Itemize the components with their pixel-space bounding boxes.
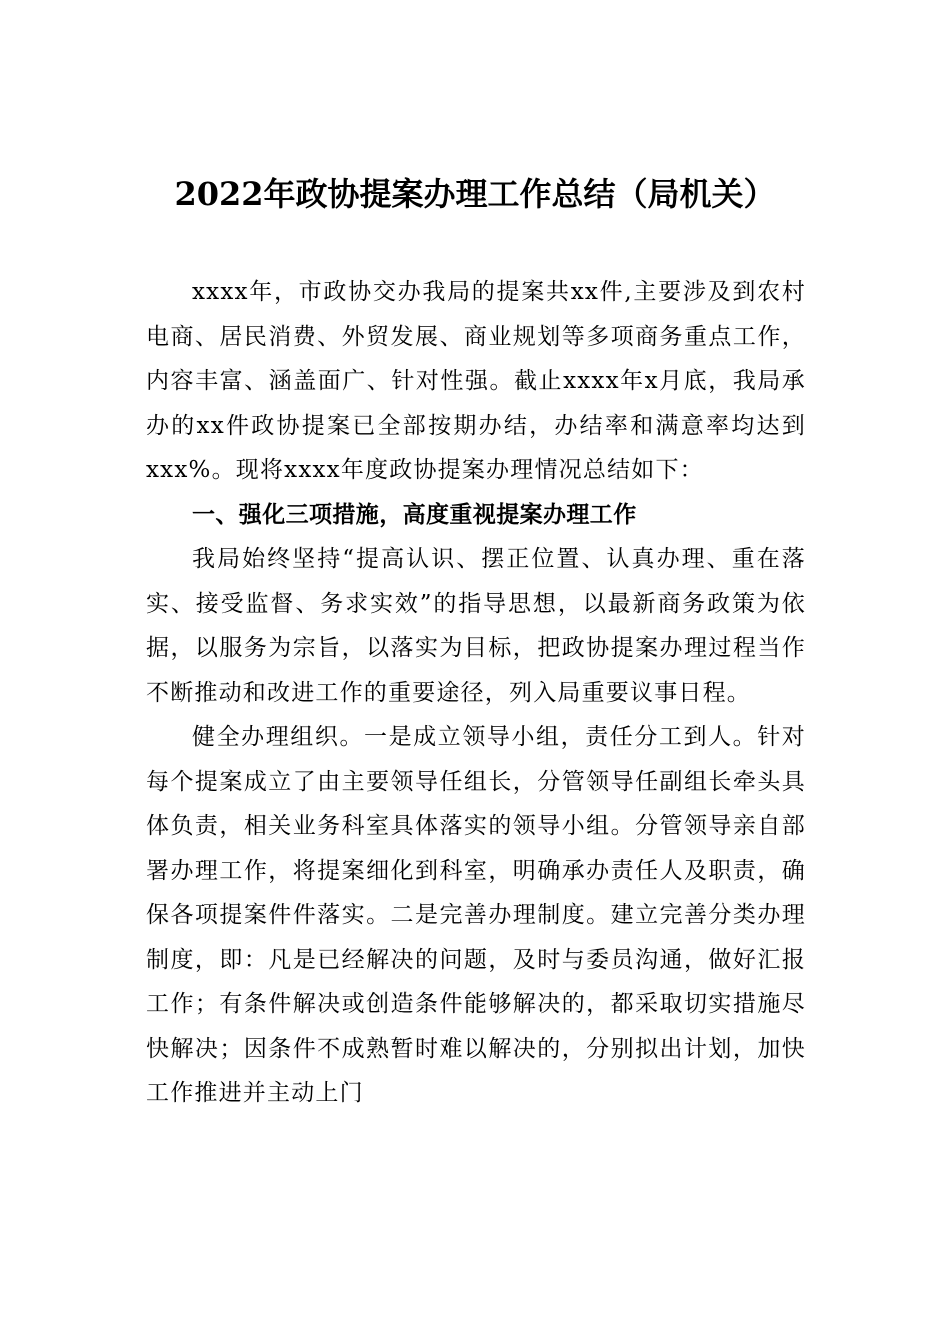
- document-body: [146, 270, 806, 1116]
- section-heading: 一、强化三项措施，高度重视提案办理工作: [192, 501, 637, 528]
- intro-paragraph: xxxx年，市政协交办我局的提案共xx件,主要涉及到农村电商、居民消费、外贸发展、商业规划等多项商务重点工作，内容丰富、涵盖面广、针对性强。截止xxxx年x月底，我局承办的xx件政协提案已全部按期办结，办结率和满意率均达到xxx%。现将xxxx年度政协提案办理情况总结如下：: [146, 279, 806, 483]
- body-paragraph: 我局始终坚持“提高认识、摆正位置、认真办理、重在落实、接受监督、务求实效”的指导思想，以最新商务政策为依据，以服务为宗旨，以落实为目标，把政协提案办理过程当作不断推动和改进工作的重要途径，列入局重要议事日程。: [146, 546, 806, 706]
- body-paragraph: 健全办理组织。一是成立领导小组，责任分工到人。针对每个提案成立了由主要领导任组长，分管领导任副组长牵头具体负责，相关业务科室具体落实的领导小组。分管领导亲自部署办理工作，将提案细化到科室，明确承办责任人及职责，确保各项提案件件落实。二是完善办理制度。建立完善分类办理制度，即：凡是已经解决的问题，及时与委员沟通，做好汇报工作；有条件解决或创造条件能够解决的，都采取切实措施尽快解决；因条件不成熟暂时难以解决的，分别拟出计划，加快工作推进并主动上门: [146, 724, 806, 1106]
- document-title: 2022年政协提案办理工作总结（局机关）: [174, 175, 776, 213]
